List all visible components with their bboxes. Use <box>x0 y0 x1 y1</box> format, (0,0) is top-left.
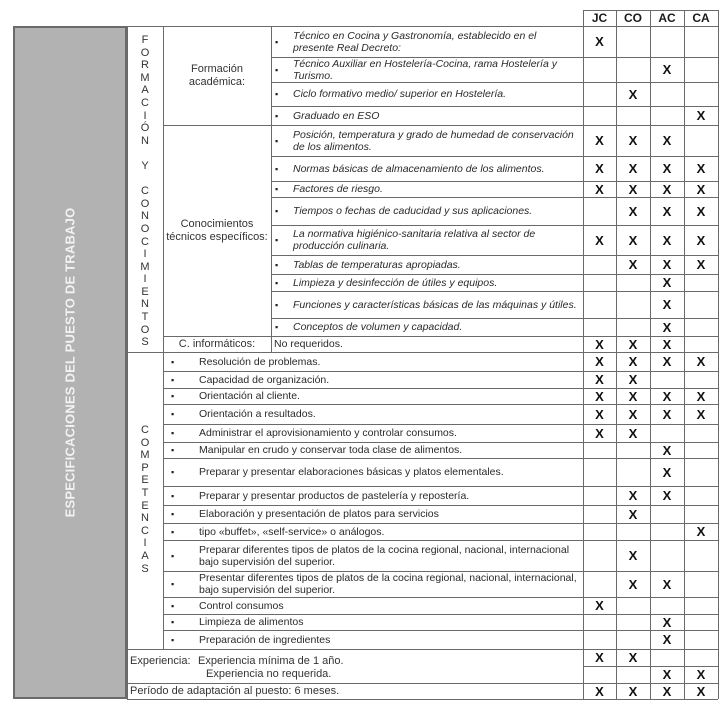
bullet-icon: ▪ <box>171 490 175 501</box>
checkmark-jc: X <box>595 372 604 387</box>
vertical-letter <box>143 173 146 186</box>
vertical-letter: M <box>140 71 150 84</box>
vertical-letter: A <box>141 549 149 562</box>
bullet-icon: ▪ <box>275 322 279 332</box>
checkmark-co: X <box>628 257 638 272</box>
vertical-letter: T <box>141 486 149 499</box>
bullet-icon: ▪ <box>275 135 279 146</box>
bullet-icon: ▪ <box>171 600 175 611</box>
checkmark-co: X <box>628 181 638 197</box>
checkmark-ca: X <box>696 406 706 422</box>
checkmark-ca: X <box>696 108 706 123</box>
row-divider <box>163 371 718 372</box>
vertical-letter: I <box>143 109 147 122</box>
column-divider <box>163 26 164 649</box>
bullet-icon: ▪ <box>171 579 175 589</box>
item-text: Preparar diferentes tipos de platos de la cocina regional, nacional, internacional bajo supervisión del superior. <box>199 543 570 568</box>
row-divider <box>163 125 718 126</box>
item-text: No requeridos. <box>274 338 343 350</box>
list-item <box>271 255 583 274</box>
bullet-icon: ▪ <box>275 110 279 121</box>
row-divider <box>163 404 718 405</box>
column-divider <box>684 10 685 26</box>
vertical-letter: O <box>140 323 150 336</box>
vertical-letter: O <box>140 46 150 59</box>
side-title: ESPECIFICACIONES DEL PUESTO DE TRABAJO <box>62 207 78 518</box>
checkmark-co: X <box>628 425 638 441</box>
list-item <box>271 106 583 125</box>
checkmark-ac: X <box>662 667 672 682</box>
checkmark-jc: X <box>595 181 604 197</box>
vertical-letter: I <box>143 248 147 261</box>
row-divider <box>163 458 718 459</box>
item-text: Resolución de problemas. <box>199 355 321 368</box>
row-divider <box>127 26 718 27</box>
bullet-icon: ▪ <box>275 299 279 310</box>
item-text: Normas básicas de almacenamiento de los alimentos. <box>293 162 545 175</box>
checkmark-co: X <box>628 650 638 665</box>
list-item <box>271 57 583 82</box>
list-item <box>163 424 583 442</box>
vertical-letter: O <box>140 436 150 449</box>
bullet-icon: ▪ <box>275 36 279 47</box>
item-text: Funciones y características básicas de las máquinas y útiles. <box>293 298 577 311</box>
item-text: Manipular en crudo y conservar toda clase de alimentos. <box>199 444 463 456</box>
checkmark-co: X <box>628 336 638 352</box>
bullet-icon: ▪ <box>275 206 279 216</box>
category-label: Conocimientos técnicos específicos: <box>166 217 268 243</box>
item-text: Conceptos de volumen y capacidad. <box>293 321 463 333</box>
list-item <box>163 404 583 424</box>
column-divider <box>650 26 651 699</box>
checkmark-jc: X <box>595 232 604 248</box>
list-item <box>271 225 583 255</box>
vertical-letter: C <box>141 96 149 109</box>
checkmark-co: X <box>628 372 638 387</box>
item-text: Preparación de ingredientes <box>199 633 331 646</box>
bullet-icon: ▪ <box>275 163 279 174</box>
list-item <box>163 614 583 630</box>
row-divider <box>127 699 718 700</box>
vertical-letter: I <box>143 273 147 286</box>
bullet-icon: ▪ <box>171 445 175 455</box>
checkmark-jc: X <box>595 683 604 699</box>
checkmark-jc: X <box>595 161 604 176</box>
bullet-icon: ▪ <box>171 391 175 401</box>
item-text: Técnico en Cocina y Gastronomía, establecido en el presente Real Decreto: <box>293 29 537 54</box>
vertical-letter <box>143 147 146 160</box>
checkmark-jc: X <box>595 388 604 404</box>
checkmark-ca: X <box>696 181 706 197</box>
checkmark-ac: X <box>662 297 672 312</box>
vertical-letter: S <box>141 336 149 349</box>
checkmark-co: X <box>628 406 638 422</box>
list-item <box>163 505 583 523</box>
list-item <box>271 26 583 57</box>
vertical-letter: N <box>141 298 149 311</box>
item-text: Técnico Auxiliar en Hostelería-Cocina, rama Hostelería y Turismo. <box>293 57 557 82</box>
checkmark-ac: X <box>662 442 672 458</box>
checkmark-jc: X <box>595 336 604 352</box>
checkmark-ac: X <box>662 203 672 219</box>
column-divider <box>684 26 685 699</box>
checkmark-ca: X <box>696 161 706 176</box>
item-text: Graduado en ESO <box>293 109 380 122</box>
list-item <box>163 388 583 404</box>
item-text: Capacidad de organización. <box>199 373 330 386</box>
vertical-letter: O <box>140 197 150 210</box>
item-text: Limpieza de alimentos <box>199 616 304 628</box>
row-divider <box>163 424 718 425</box>
vertical-letter: C <box>141 524 149 537</box>
checkmark-ca: X <box>696 354 706 369</box>
list-item <box>271 197 583 225</box>
item-text: Limpieza y desinfección de útiles y equipos. <box>293 276 498 289</box>
item-text: La normativa higiénico-sanitaria relativa al sector de producción culinaria. <box>293 228 536 252</box>
checkmark-ac: X <box>662 614 672 630</box>
vertical-letter: M <box>140 260 150 273</box>
item-text: Ciclo formativo medio/ superior en Hostelería. <box>293 88 507 100</box>
vertical-letter: N <box>141 134 149 147</box>
checkmark-ac: X <box>662 632 672 647</box>
vertical-letter: Y <box>141 159 149 172</box>
column-divider <box>271 26 272 352</box>
row-divider <box>163 505 718 506</box>
list-item <box>271 318 583 336</box>
item-text: Orientación al cliente. <box>199 390 300 402</box>
vertical-letter: E <box>141 474 149 487</box>
item-text: tipo «buffet», «self-service» o análogos. <box>199 525 385 538</box>
bullet-icon: ▪ <box>171 428 175 438</box>
checkmark-co: X <box>628 232 638 248</box>
item-text: Preparar y presentar productos de pastelería y repostería. <box>199 489 470 502</box>
list-item <box>271 125 583 156</box>
item-text: Control consumos <box>199 599 284 612</box>
checkmark-ca: X <box>696 667 706 682</box>
column-header-jc: JC <box>591 11 608 25</box>
item-text: Presentar diferentes tipos de platos de la cocina regional, nacional, internacional, bajo supervisión del superior. <box>199 572 577 596</box>
column-header-ac: AC <box>658 11 676 25</box>
checkmark-co: X <box>628 548 638 563</box>
item-text: Elaboración y presentación de platos para servicios <box>199 508 439 520</box>
column-divider <box>650 10 651 26</box>
checkmark-co: X <box>628 133 638 148</box>
checkmark-ca: X <box>696 524 706 539</box>
checkmark-ac: X <box>662 406 672 422</box>
checkmark-co: X <box>628 506 638 522</box>
checkmark-co: X <box>628 683 638 699</box>
checkmark-jc: X <box>595 133 604 148</box>
checkmark-ac: X <box>662 388 672 404</box>
item-text: Posición, temperatura y grado de humedad de conservación de los alimentos. <box>293 128 574 153</box>
checkmark-jc: X <box>595 650 604 665</box>
vertical-letter: E <box>141 499 149 512</box>
vertical-letter: F <box>141 34 149 46</box>
checkmark-ac: X <box>662 354 672 369</box>
section-label-competencias <box>127 424 163 575</box>
vertical-letter: P <box>141 461 149 474</box>
bullet-icon: ▪ <box>275 259 279 270</box>
list-item <box>163 352 583 371</box>
column-divider <box>616 10 617 26</box>
row-divider <box>163 486 718 487</box>
column-divider <box>583 10 584 26</box>
item-text: Administrar el aprovisionamiento y controlar consumos. <box>199 427 457 439</box>
list-item <box>163 371 583 388</box>
bullet-icon: ▪ <box>275 277 279 288</box>
checkmark-ca: X <box>696 203 706 219</box>
row-divider <box>163 571 718 572</box>
checkmark-ac: X <box>662 257 672 272</box>
checkmark-co: X <box>628 576 638 592</box>
item-text: Factores de riesgo. <box>293 183 383 195</box>
bullet-icon: ▪ <box>275 184 279 194</box>
vertical-letter: C <box>141 424 149 436</box>
checkmark-ac: X <box>662 488 672 503</box>
column-header-co: CO <box>624 11 642 25</box>
list-item <box>163 630 583 649</box>
vertical-letter: S <box>141 562 149 575</box>
column-divider <box>616 26 617 699</box>
vertical-letter: Ó <box>140 122 150 135</box>
checkmark-ac: X <box>662 336 672 352</box>
column-divider <box>583 26 584 699</box>
column-divider <box>127 26 128 699</box>
checkmark-co: X <box>628 86 638 102</box>
experience-line: Experiencia mínima de 1 año. <box>198 655 344 667</box>
bullet-icon: ▪ <box>171 356 175 367</box>
list-item <box>271 181 583 197</box>
bullet-icon: ▪ <box>171 617 175 627</box>
item-text: Preparar y presentar elaboraciones básicas y platos elementales. <box>199 466 504 478</box>
column-divider <box>718 10 719 26</box>
bullet-icon: ▪ <box>171 634 175 645</box>
column-divider <box>718 26 719 699</box>
list-item <box>271 82 583 106</box>
checkmark-jc: X <box>595 425 604 441</box>
adaptation-period: Período de adaptación al puesto: 6 meses. <box>130 685 340 697</box>
list-item <box>163 540 583 571</box>
list-item <box>271 274 583 291</box>
list-item <box>271 336 586 352</box>
list-item <box>163 523 583 540</box>
row-divider <box>163 614 718 615</box>
list-item <box>163 458 583 486</box>
checkmark-co: X <box>628 388 638 404</box>
list-item <box>271 156 583 181</box>
checkmark-co: X <box>628 488 638 503</box>
list-item <box>163 442 583 458</box>
side-title-wrap <box>13 26 127 699</box>
checkmark-ca: X <box>696 232 706 248</box>
list-item <box>271 291 583 318</box>
checkmark-ac: X <box>662 232 672 248</box>
vertical-letter: T <box>141 311 149 324</box>
item-text: Tablas de temperaturas apropiadas. <box>293 258 461 271</box>
category-label: Formación académica: <box>188 62 246 88</box>
checkmark-jc: X <box>595 598 604 613</box>
checkmark-ac: X <box>662 464 672 480</box>
bullet-icon: ▪ <box>275 89 279 99</box>
checkmark-jc: X <box>595 354 604 369</box>
row-divider <box>163 597 718 598</box>
vertical-letter: C <box>141 185 149 198</box>
row-divider <box>163 442 718 443</box>
checkmark-ac: X <box>662 275 672 290</box>
vertical-letter: N <box>141 512 149 525</box>
vertical-letter: N <box>141 210 149 223</box>
column-header-ca: CA <box>692 11 710 25</box>
vertical-letter: I <box>143 537 147 550</box>
checkmark-ac: X <box>662 62 672 77</box>
vertical-letter: C <box>141 235 149 248</box>
checkmark-co: X <box>628 354 638 369</box>
list-item <box>163 571 583 597</box>
vertical-letter: M <box>140 449 150 462</box>
category-label: C. informáticos: <box>178 337 256 350</box>
row-divider <box>163 523 718 524</box>
list-item <box>163 597 583 614</box>
checkmark-co: X <box>628 161 638 176</box>
checkmark-jc: X <box>595 406 604 422</box>
bullet-icon: ▪ <box>171 526 175 537</box>
section-label-formacion <box>127 34 163 349</box>
list-item <box>163 486 583 505</box>
checkmark-ac: X <box>662 161 672 176</box>
checkmark-ac: X <box>662 683 672 699</box>
row-divider <box>163 630 718 631</box>
vertical-letter: O <box>140 222 150 235</box>
checkmark-ac: X <box>662 576 672 592</box>
experience-line: Experiencia no requerida. <box>206 668 332 680</box>
checkmark-ca: X <box>696 388 706 404</box>
checkmark-ac: X <box>662 133 672 148</box>
item-text: Tiempos o fechas de caducidad y sus aplicaciones. <box>293 205 533 217</box>
vertical-letter: E <box>141 285 149 298</box>
row-divider <box>163 540 718 541</box>
row-divider <box>163 388 718 389</box>
bullet-icon: ▪ <box>171 550 175 561</box>
bullet-icon: ▪ <box>171 467 175 477</box>
checkmark-jc: X <box>595 34 604 49</box>
bullet-icon: ▪ <box>275 235 279 245</box>
checkmark-co: X <box>628 203 638 219</box>
bullet-icon: ▪ <box>171 509 175 519</box>
vertical-letter: R <box>141 59 149 72</box>
checkmark-ca: X <box>696 683 706 699</box>
experience-label: Experiencia: <box>130 655 191 667</box>
bullet-icon: ▪ <box>171 374 175 385</box>
checkmark-ac: X <box>662 181 672 197</box>
item-text: Orientación a resultados. <box>199 408 316 420</box>
checkmark-ca: X <box>696 257 706 272</box>
bullet-icon: ▪ <box>171 409 175 419</box>
row-divider <box>163 336 718 337</box>
vertical-letter: A <box>141 84 149 97</box>
checkmark-ac: X <box>662 319 672 335</box>
bullet-icon: ▪ <box>275 64 279 75</box>
